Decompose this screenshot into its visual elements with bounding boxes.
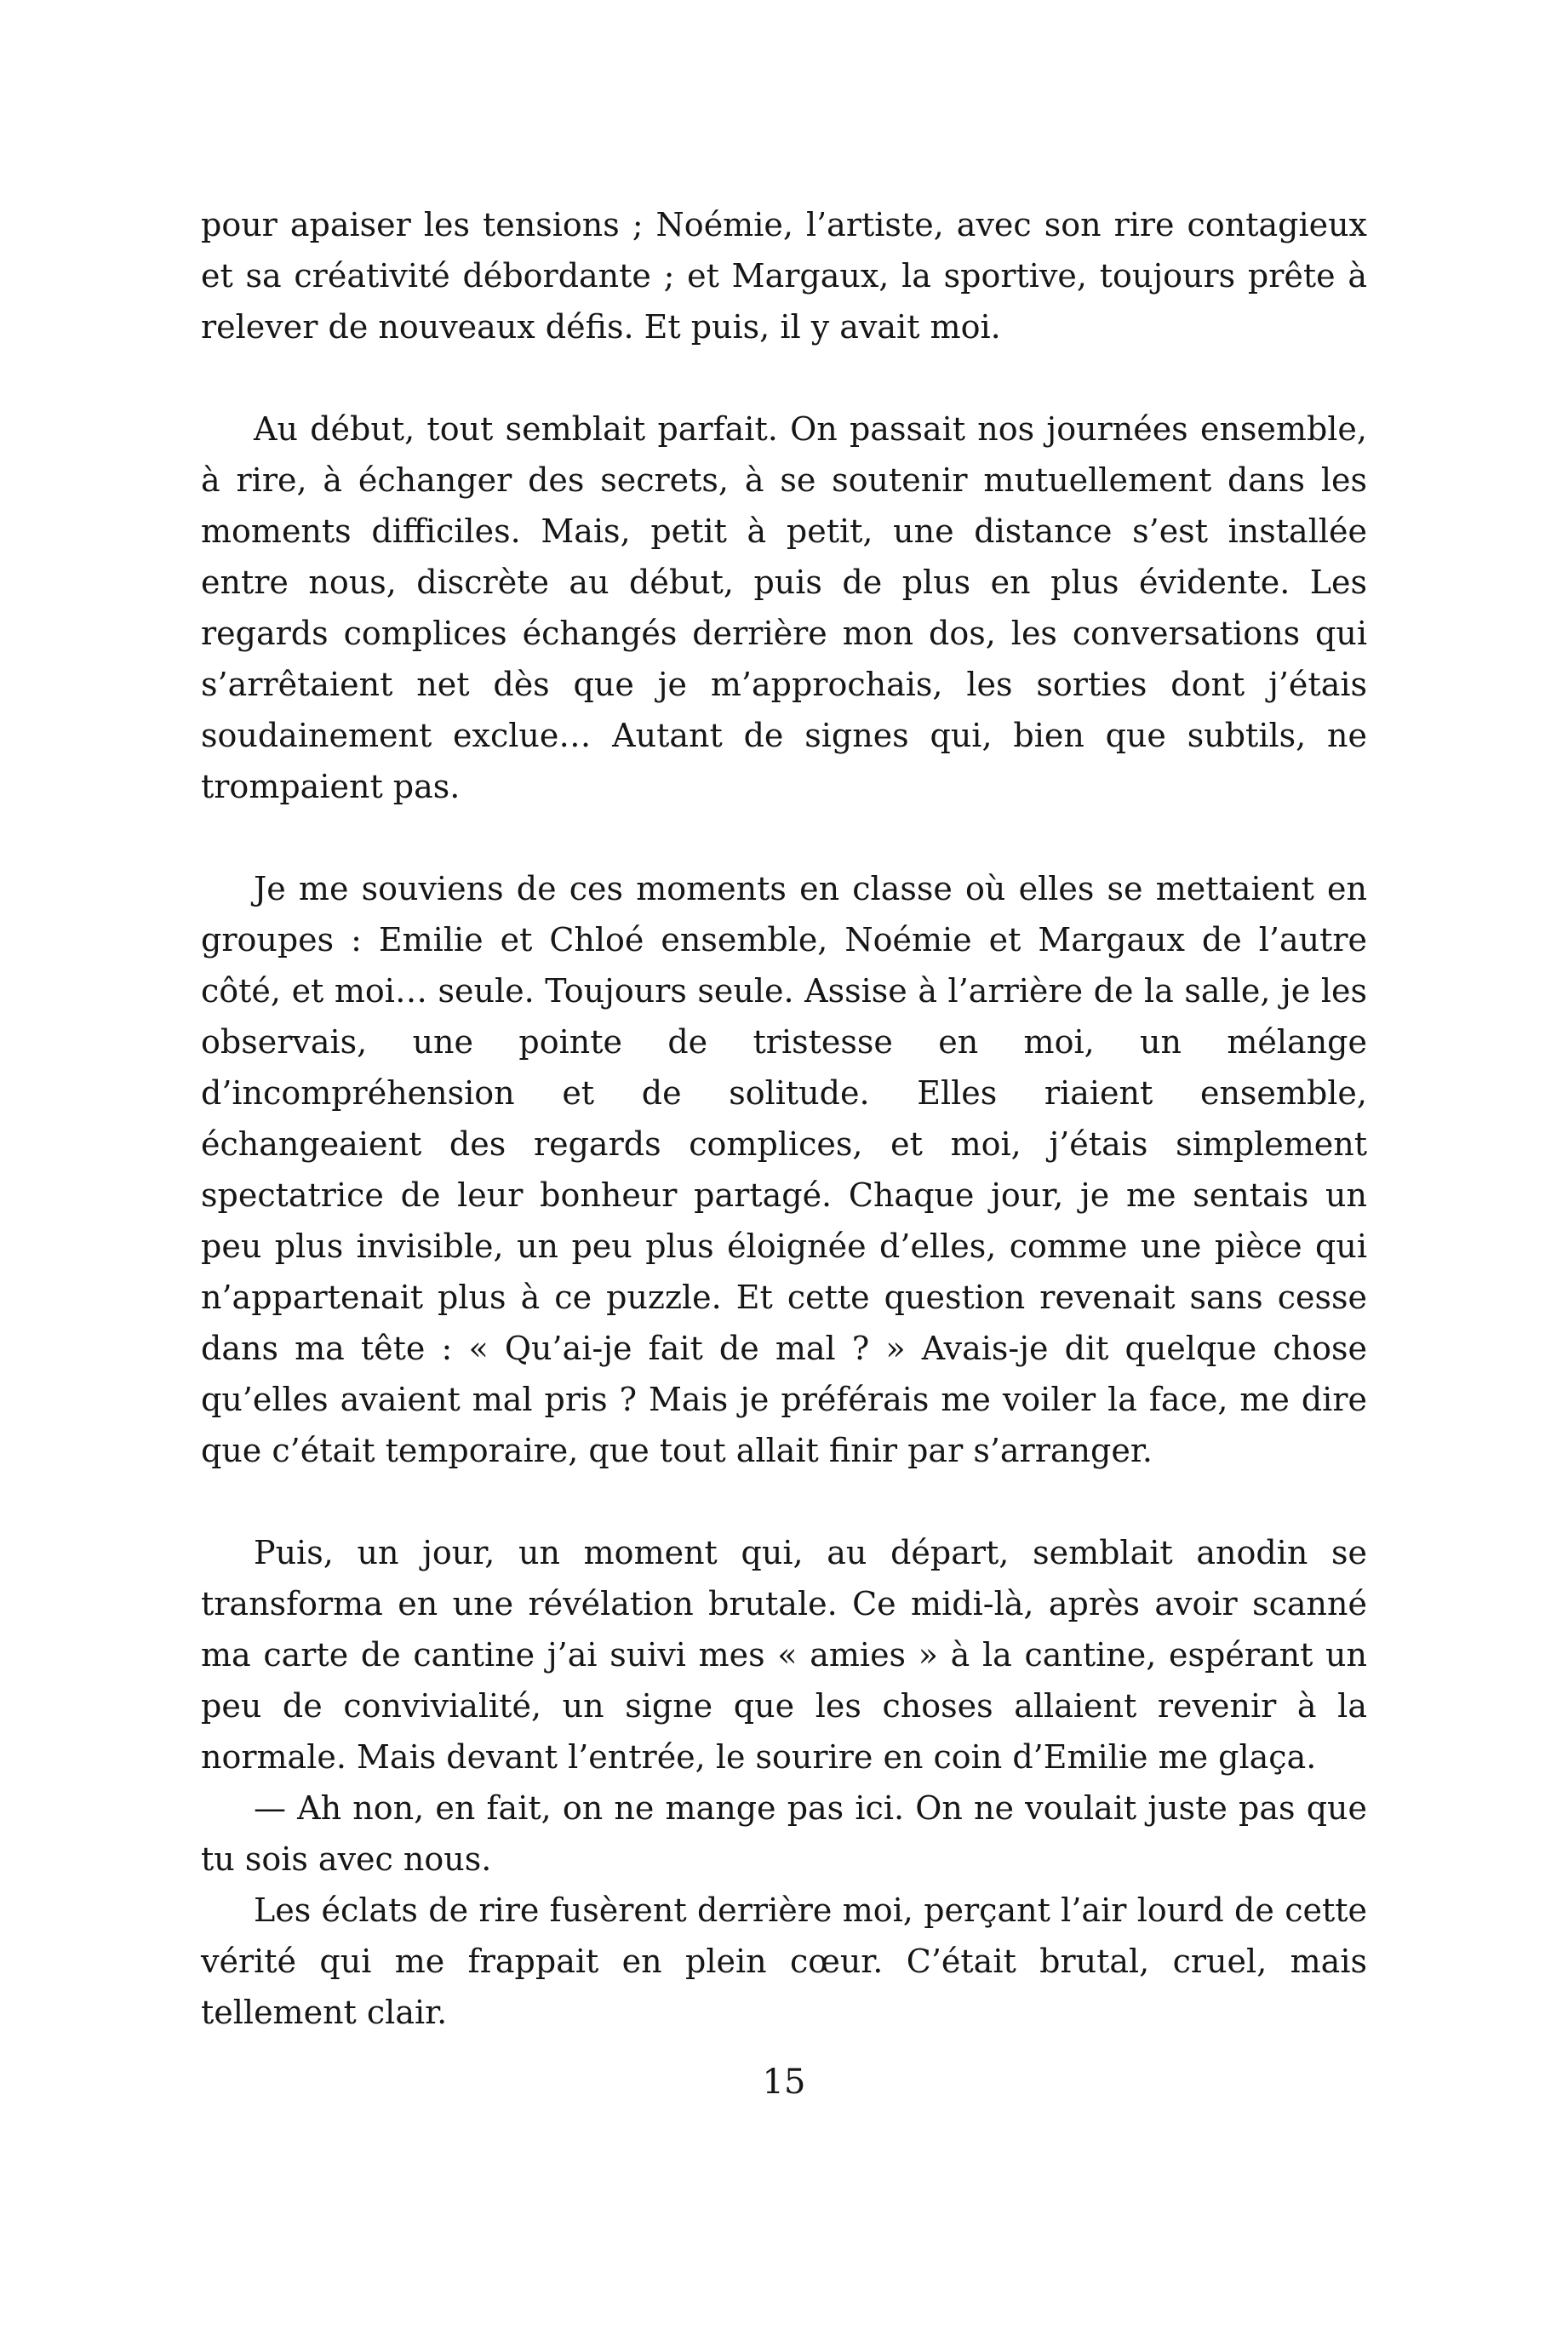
- paragraph: Les éclats de rire fusèrent derrière moi, perçant l’air lourd de cette vérité qui me frappait en plein cœur. C’était brutal, cruel, mais tellement clair.: [201, 1891, 1367, 2031]
- page-number: 15: [762, 2063, 806, 2102]
- paragraph-continuation: pour apaiser les tensions ; Noémie, l’artiste, avec son rire contagieux et sa créativité débordante ; et Margaux, la sportive, toujours prête à relever de nouveaux défis. Et puis, il y avait moi.: [201, 206, 1367, 346]
- paragraph: Je me souviens de ces moments en classe où elles se mettaient en groupes : Emilie et Chloé ensemble, Noémie et Margaux de l’autre côté, et moi… seule. Toujours seule. Assise à l’arrière de la salle, je les observais, une pointe de tristesse en moi, un mélange d’incompréhension et de solitude. Elles riaient ensemble, échangeaient des regards complices, et moi, j’étais simplement spectatrice de leur bonheur partagé. Chaque jour, je me sentais un peu plus invisible, un peu plus éloignée d’elles, comme une pièce qui n’appartenait plus à ce puzzle. Et cette question revenait sans cesse dans ma tête : « Qu’ai-je fait de mal ? » Avais-je dit quelque chose qu’elles avaient mal pris ? Mais je préférais me voiler la face, me dire que c’était temporaire, que tout allait finir par s’arranger.: [201, 870, 1367, 1469]
- paragraph: Puis, un jour, un moment qui, au départ, semblait anodin se transforma en une révélation brutale. Ce midi-là, après avoir scanné ma carte de cantine j’ai suivi mes « amies » à la cantine, espérant un peu de convivialité, un signe que les choses allaient revenir à la normale. Mais devant l’entrée, le sourire en coin d’Emilie me glaça.: [201, 1534, 1367, 1776]
- body-text: [201, 199, 1367, 2038]
- dialogue-line: — Ah non, en fait, on ne mange pas ici. On ne voulait juste pas que tu sois avec nous.: [201, 1789, 1367, 1878]
- paragraph: Au début, tout semblait parfait. On passait nos journées ensemble, à rire, à échanger des secrets, à se soutenir mutuellement dans les moments difficiles. Mais, petit à petit, une distance s’est installée entre nous, discrète au début, puis de plus en plus évidente. Les regards complices échangés derrière mon dos, les conversations qui s’arrêtaient net dès que je m’approchais, les sorties dont j’étais soudainement exclue… Autant de signes qui, bien que subtils, ne trompaient pas.: [201, 410, 1367, 805]
